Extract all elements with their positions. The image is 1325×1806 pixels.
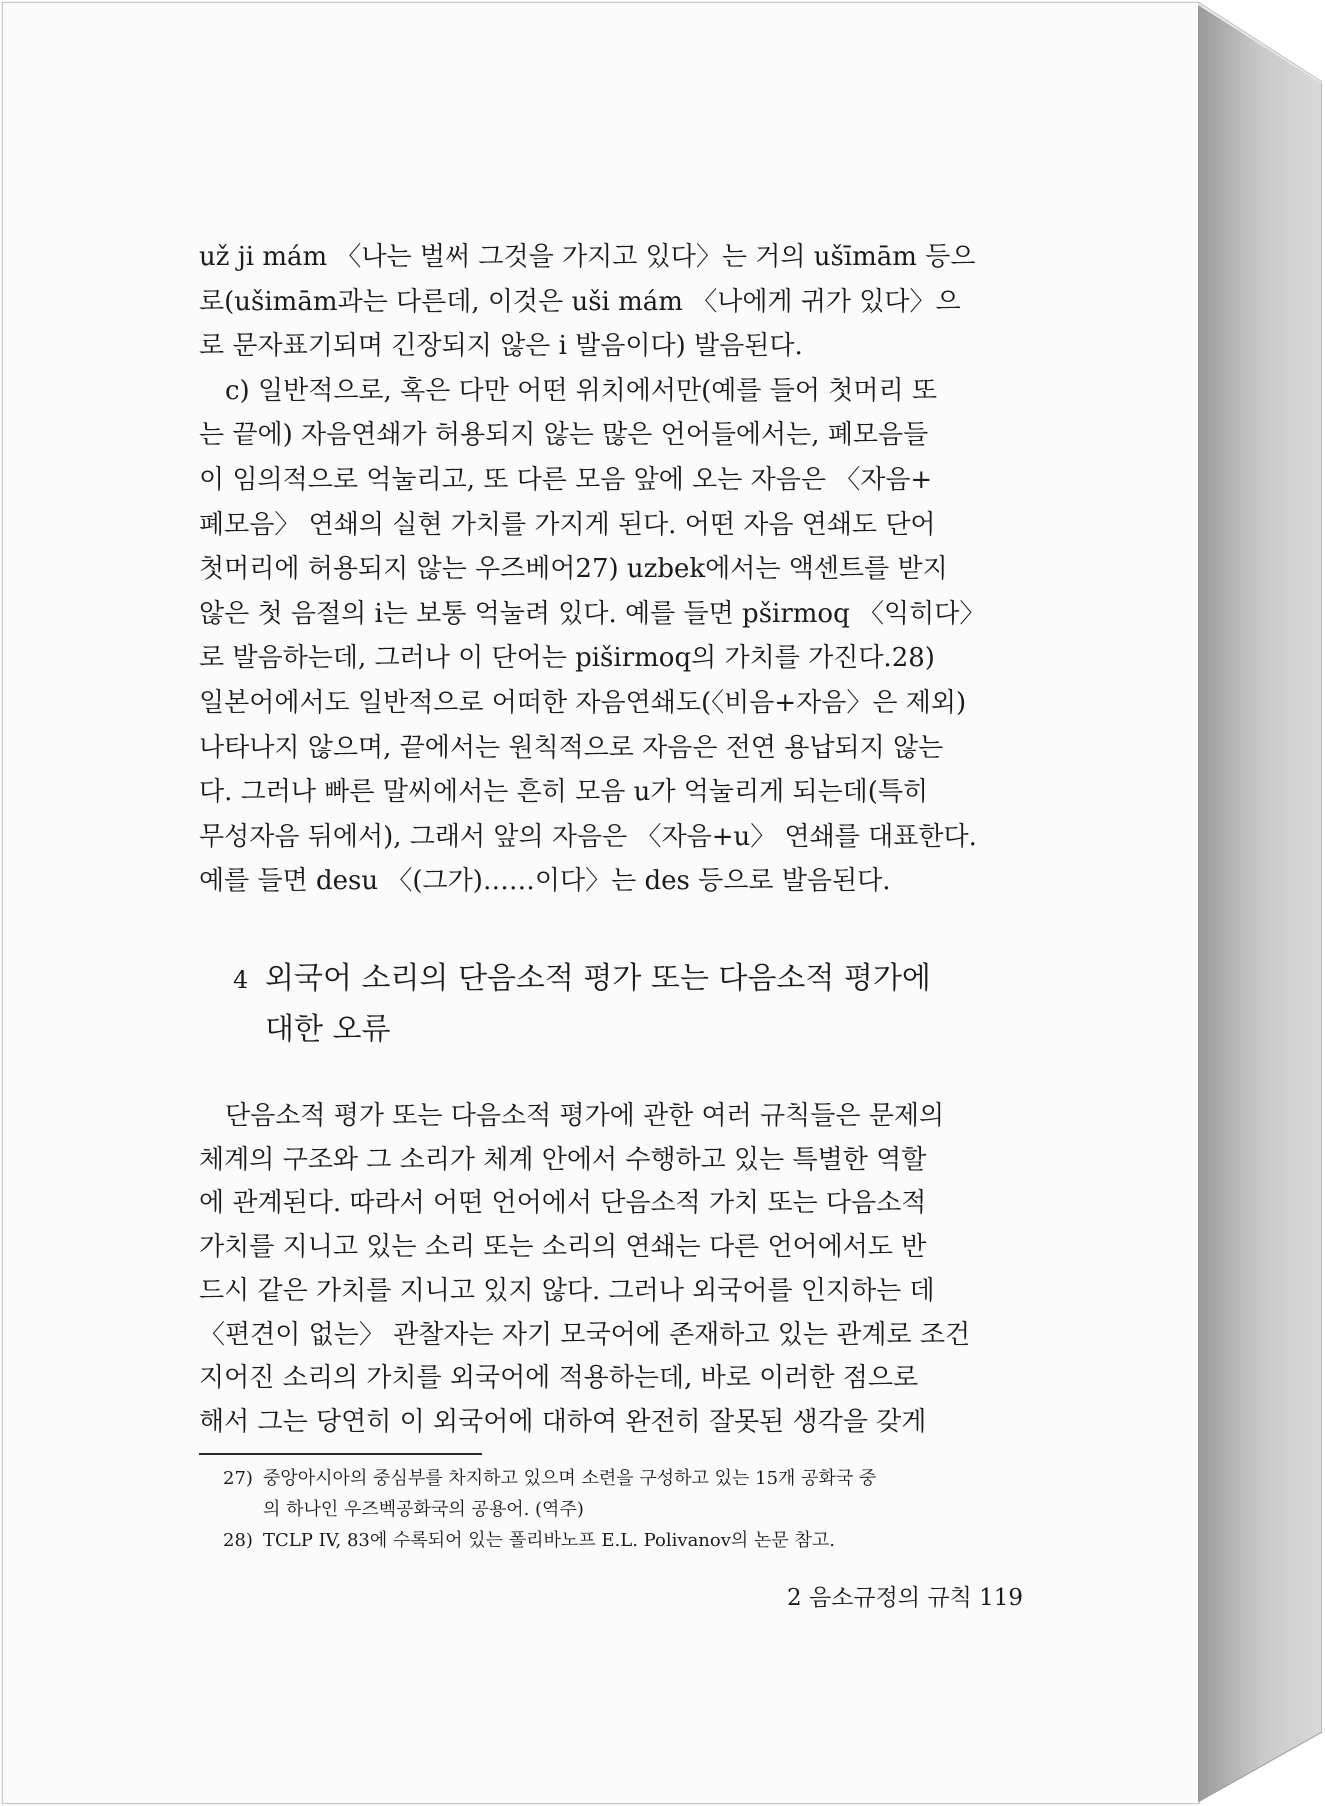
text-line: 로 발음하는데, 그러나 이 단어는 piširmoq의 가치를 가진다.28) xyxy=(199,643,935,674)
footnote-28 xyxy=(223,1525,1023,1556)
section-number: 4 xyxy=(233,966,249,994)
text-line: už ji mám 〈나는 벌써 그것을 가지고 있다〉는 거의 ušīmām 등으 xyxy=(199,242,976,272)
book-edge xyxy=(1198,2,1322,1802)
heading-line-2: 대한 오류 xyxy=(265,1012,391,1047)
text-line: 다. 그러나 빠른 말씨에서는 흔히 모음 u가 억눌리게 되는데(특히 xyxy=(199,777,929,808)
section-a-text xyxy=(199,235,1019,904)
text-line: 로(ušimām과는 다른데, 이것은 uši mám 〈나에게 귀가 있다〉으 xyxy=(199,286,961,317)
section-heading xyxy=(233,954,1033,1055)
paragraph-continuation xyxy=(199,235,1019,369)
running-footer: 2 음소규정의 규칙 119 xyxy=(787,1585,1023,1611)
text-line: 가치를 지니고 있는 소리 또는 소리의 연쇄는 다른 언어에서도 반 xyxy=(199,1232,927,1263)
text-line: 폐모음〉 연쇄의 실현 가치를 가지게 된다. 어떤 자음 연쇄도 단어 xyxy=(199,509,936,540)
text-line: 첫머리에 허용되지 않는 우즈베어27) uzbek에서는 액센트를 받지 xyxy=(199,554,948,585)
footnote-number: 27) xyxy=(223,1468,253,1489)
text-line: 나타나지 않으며, 끝에서는 원칙적으로 자음은 전연 용납되지 않는 xyxy=(199,732,944,763)
text-line: 로 문자표기되며 긴장되지 않은 i 발음이다) 발음된다. xyxy=(199,331,803,362)
section-b-text xyxy=(199,1095,1019,1445)
text-line: 않은 첫 음절의 i는 보통 억눌려 있다. 예를 들면 pširmoq 〈익히다〉 xyxy=(199,598,986,629)
text-line: 무성자음 뒤에서), 그래서 앞의 자음은 〈자음+u〉 연쇄를 대표한다. xyxy=(199,821,977,852)
footnotes xyxy=(223,1463,1023,1556)
text-line: 예를 들면 desu 〈(그가)……이다〉는 des 등으로 발음된다. xyxy=(199,866,891,897)
text-line: 〈편견이 없는〉 관찰자는 자기 모국어에 존재하고 있는 관계로 조건 xyxy=(199,1319,971,1350)
footnote-line: 의 하나인 우즈벡공화국의 공용어. (역주) xyxy=(263,1499,584,1520)
footnote-line: TCLP IV, 83에 수록되어 있는 폴리바노프 E.L. Polivanov의 논문 참고. xyxy=(263,1530,836,1551)
text-line: 드시 같은 가치를 지니고 있지 않다. 그러나 외국어를 인지하는 데 xyxy=(199,1275,935,1306)
footnote-27 xyxy=(223,1463,1023,1525)
text-line: 일본어에서도 일반적으로 어떠한 자음연쇄도(〈비음+자음〉은 제외) xyxy=(199,687,967,718)
footnote-number: 28) xyxy=(223,1530,253,1551)
text-line: 해서 그는 당연히 이 외국어에 대하여 완전히 잘못된 생각을 갖게 xyxy=(199,1406,927,1437)
book-edge-shape xyxy=(1198,2,1322,1802)
text-line: 는 끝에) 자음연쇄가 허용되지 않는 많은 언어들에서는, 폐모음들 xyxy=(199,420,929,451)
paragraph-c xyxy=(199,369,1019,904)
book-page xyxy=(2,2,1200,1804)
text-line: 이 임의적으로 억눌리고, 또 다른 모음 앞에 오는 자음은 〈자음+ xyxy=(199,464,933,495)
footnote-line: 중앙아시아의 중심부를 차지하고 있으며 소련을 구성하고 있는 15개 공화국 중 xyxy=(263,1468,877,1489)
text-line: c) 일반적으로, 혹은 다만 어떤 위치에서만(예를 들어 첫머리 또 xyxy=(225,375,938,406)
heading-line-1: 외국어 소리의 단음소적 평가 또는 다음소적 평가에 xyxy=(265,961,931,996)
footnote-divider xyxy=(199,1453,482,1455)
paragraph xyxy=(199,1095,1019,1445)
text-line: 체계의 구조와 그 소리가 체계 안에서 수행하고 있는 특별한 역할 xyxy=(199,1144,927,1175)
text-line: 지어진 소리의 가치를 외국어에 적용하는데, 바로 이러한 점으로 xyxy=(199,1363,919,1394)
text-line: 단음소적 평가 또는 다음소적 평가에 관한 여러 규칙들은 문제의 xyxy=(225,1101,945,1131)
text-line: 에 관계된다. 따라서 어떤 언어에서 단음소적 가치 또는 다음소적 xyxy=(199,1188,927,1219)
